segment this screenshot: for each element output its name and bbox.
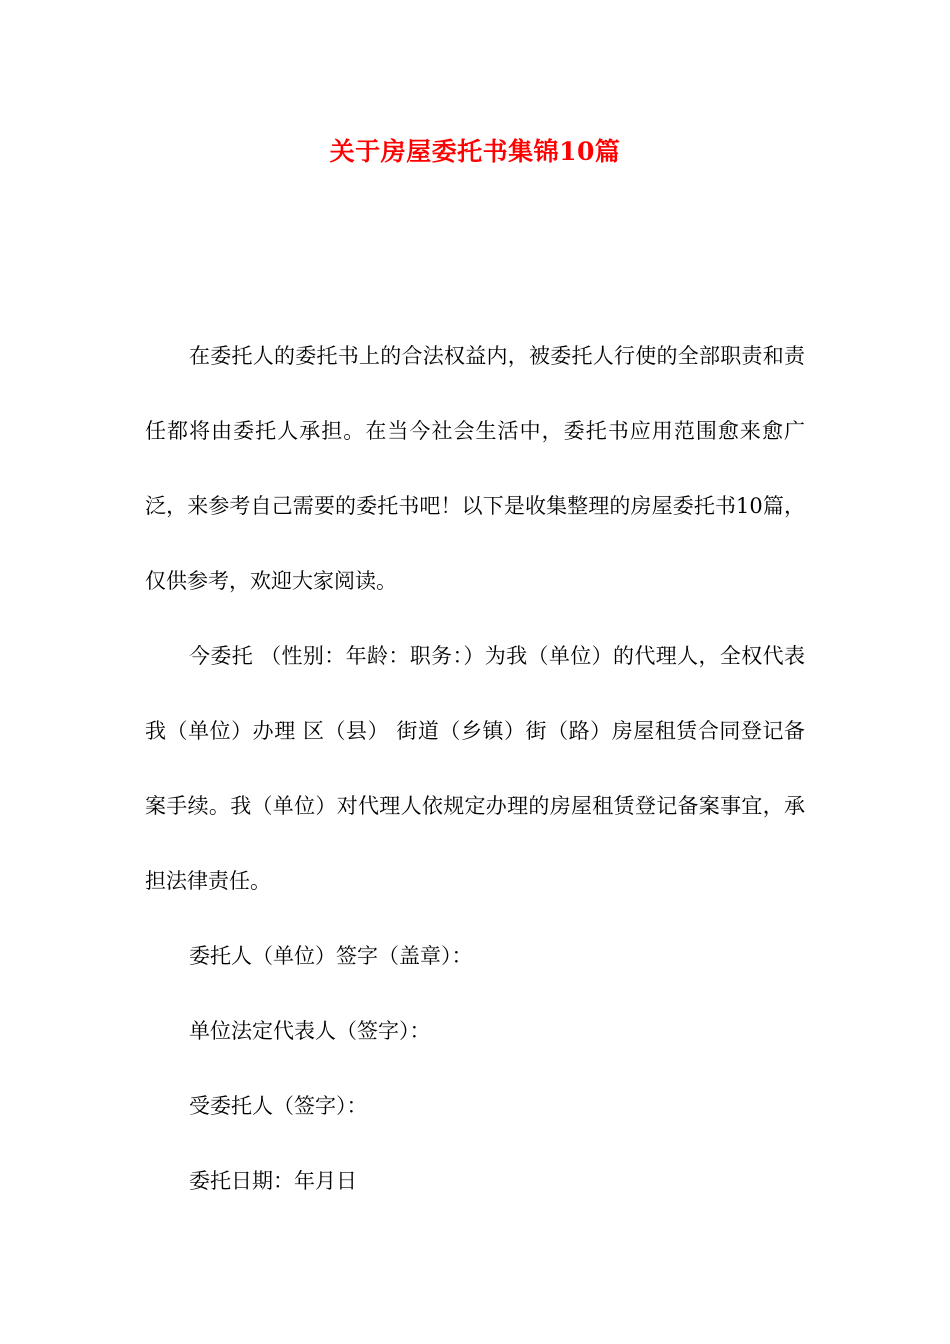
agent-signature-line: 受委托人（签字）： — [189, 1094, 368, 1118]
document-title: 关于房屋委托书集锦10篇 — [329, 137, 621, 166]
document-body — [145, 319, 805, 1219]
commission-date-line: 委托日期：年月日 — [189, 1169, 357, 1193]
intro-paragraph: 在委托人的委托书上的合法权益内，被委托人行使的全部职责和责任都将由委托人承担。在当今社会生活中，委托书应用范围愈来愈广泛，来参考自己需要的委托书吧！以下是收集整理的房屋委托书10篇，仅供参考，欢迎大家阅读。 — [145, 344, 805, 593]
principal-signature-line: 委托人（单位）签字（盖章）： — [189, 944, 473, 968]
legal-representative-signature-line: 单位法定代表人（签字）： — [189, 1019, 431, 1043]
authorization-paragraph: 今委托 （性别：年龄：职务：）为我（单位）的代理人，全权代表我（单位）办理 区（县） 街道（乡镇）街（路）房屋租赁合同登记备案手续。我（单位）对代理人依规定办理的房屋租赁登记备案事宜，承担法律责任。 — [145, 644, 805, 893]
